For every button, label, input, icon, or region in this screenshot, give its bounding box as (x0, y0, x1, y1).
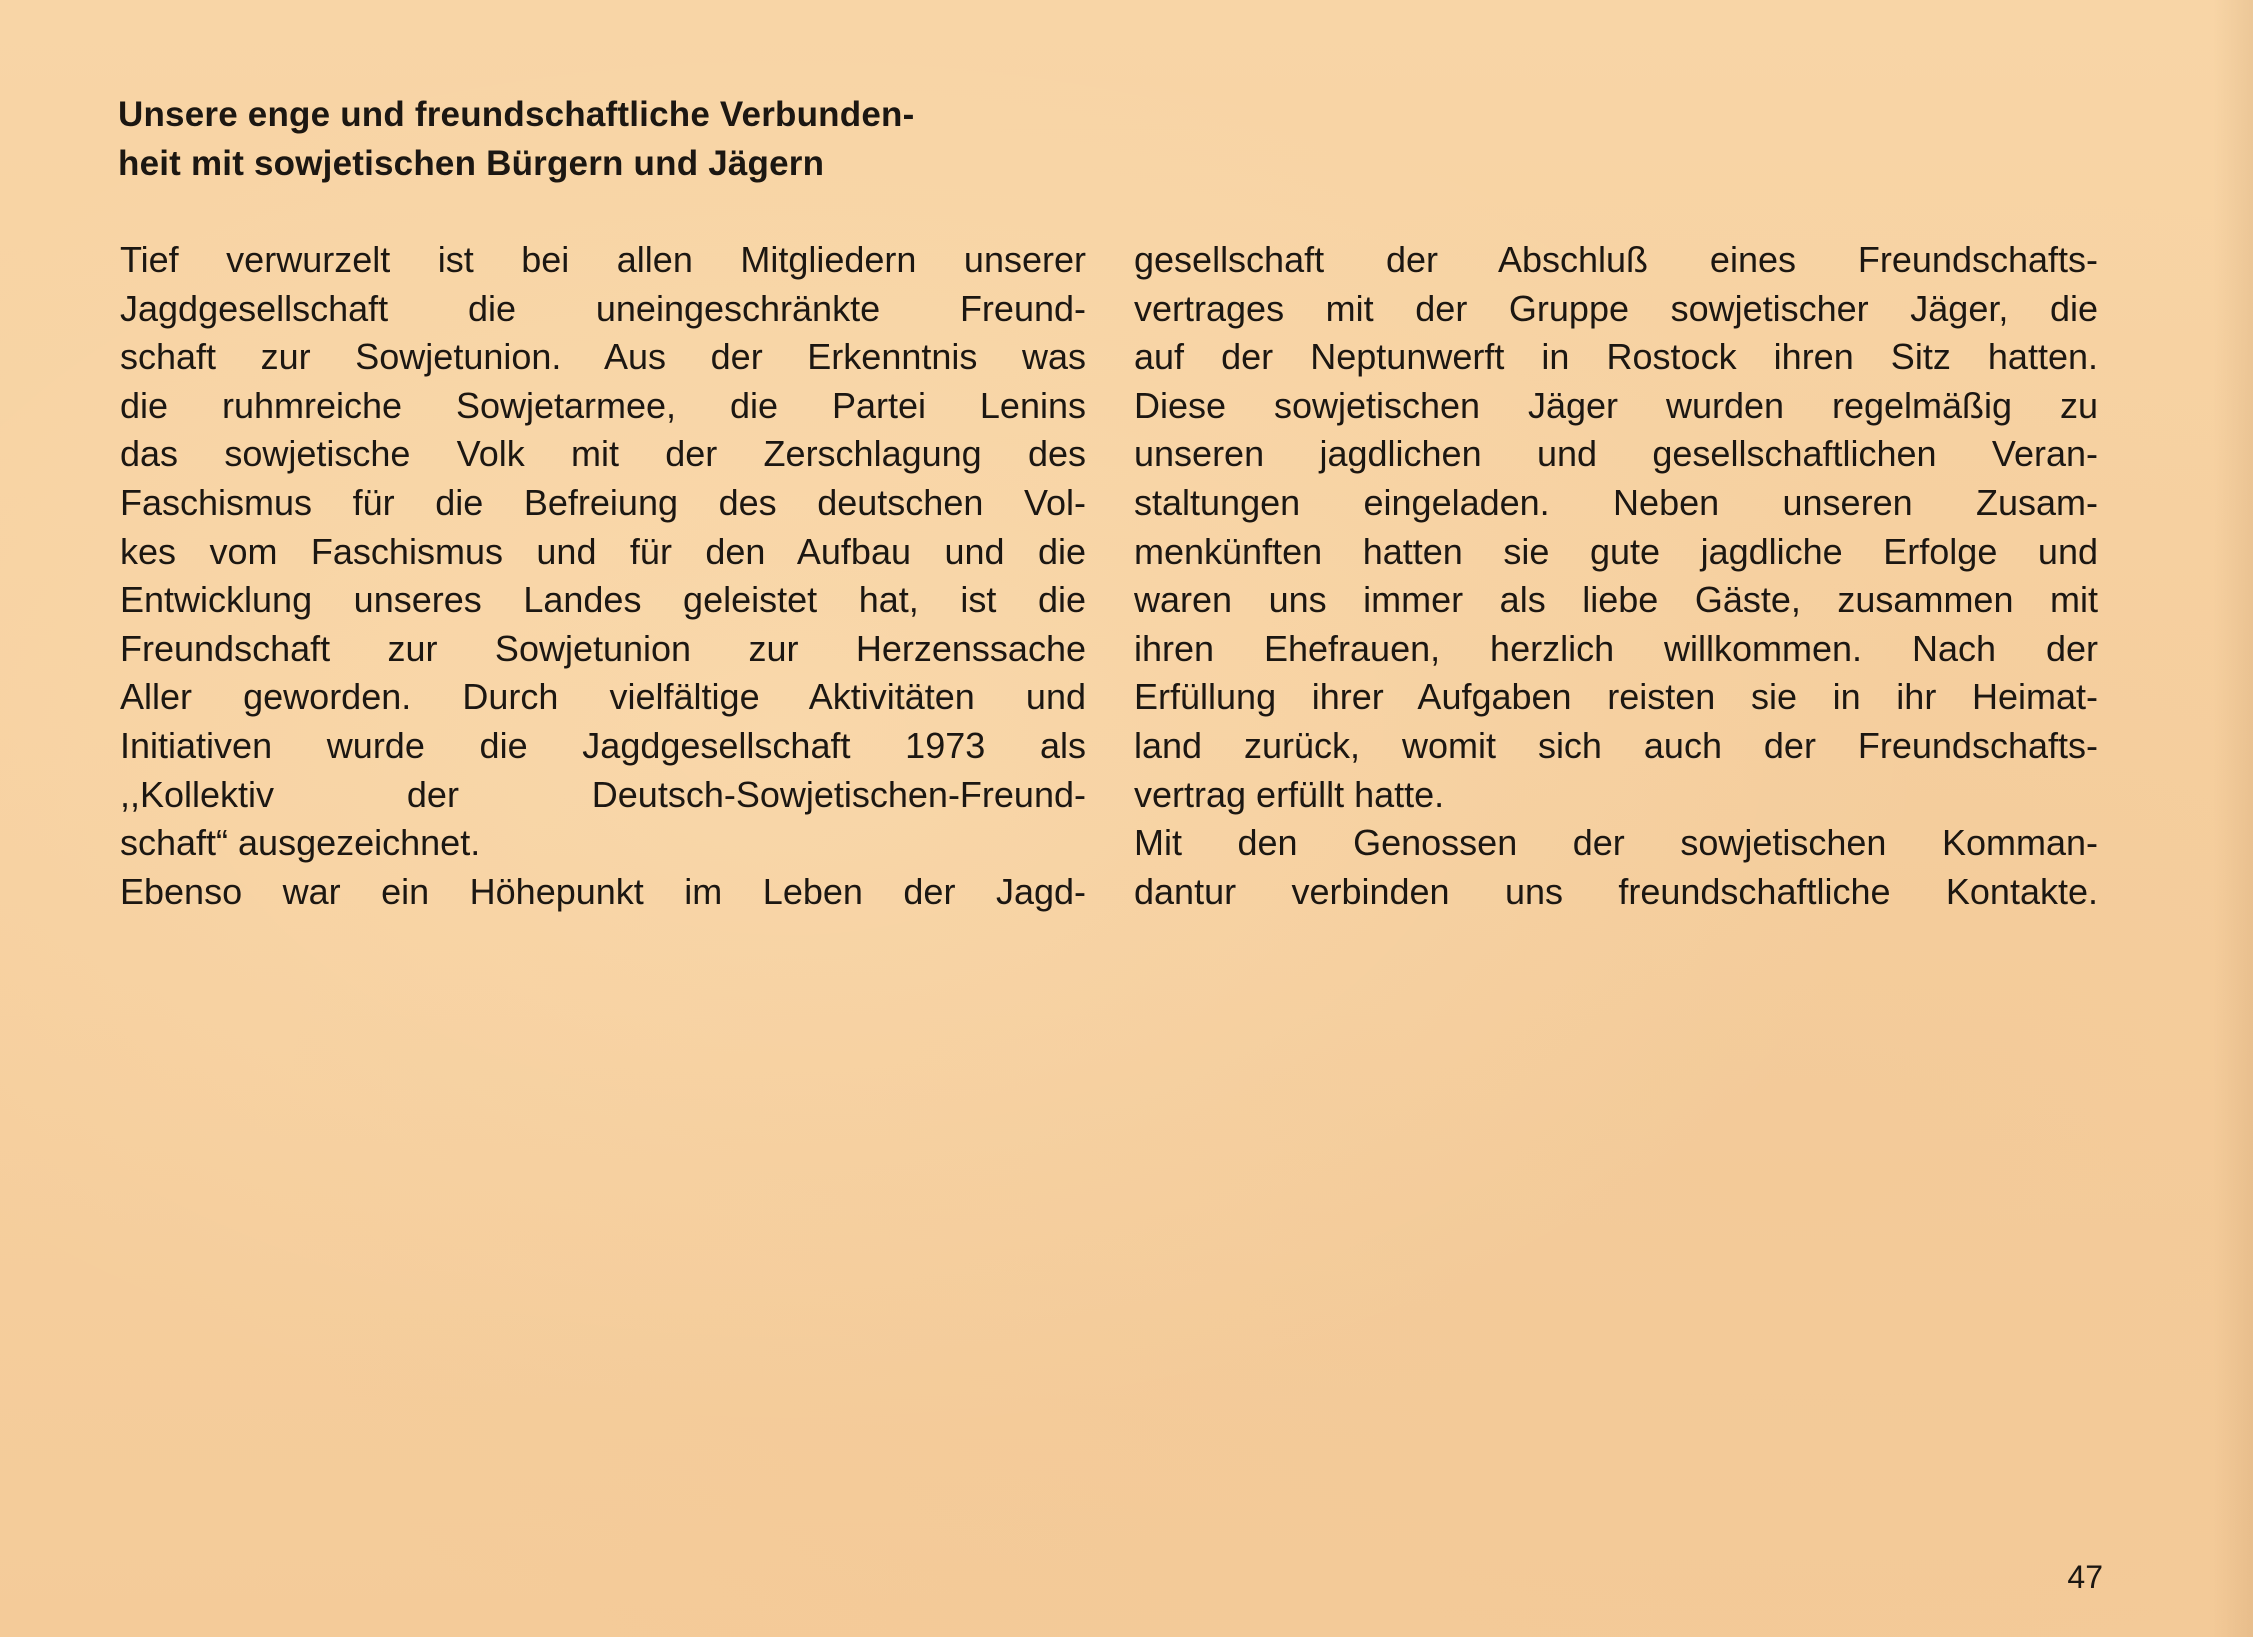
text-line: Freundschaft zur Sowjetunion zur Herzenssache (120, 627, 1086, 669)
text-line: Initiativen wurde die Jagdgesellschaft 1973 als (120, 724, 1086, 766)
text-line: ,,Kollektiv der Deutsch-Sowjetischen-Freund- (120, 773, 1086, 815)
text-line: vertrages mit der Gruppe sowjetischer Jäger, die (1134, 287, 2098, 329)
heading-line: heit mit sowjetischen Bürgern und Jägern (118, 144, 825, 183)
text-line: Ebenso war ein Höhepunkt im Leben der Jagd- (120, 870, 1086, 912)
text-line: menkünften hatten sie gute jagdliche Erfolge und (1134, 530, 2098, 572)
heading-line: Unsere enge und freundschaftliche Verbunden- (118, 95, 915, 134)
text-line: Mit den Genossen der sowjetischen Komman- (1134, 822, 2098, 864)
text-line: vertrag erfüllt hatte. (1134, 773, 1445, 815)
page-number: 47 (2067, 1559, 2103, 1595)
text-line: gesellschaft der Abschluß eines Freundschafts- (1134, 239, 2098, 280)
text-line: Diese sowjetischen Jäger wurden regelmäßig zu (1134, 384, 2098, 426)
text-line: das sowjetische Volk mit der Zerschlagung des (120, 433, 1086, 475)
text-line: unseren jagdlichen und gesellschaftlichen Veran- (1134, 433, 2098, 475)
right-text-column (1134, 236, 2098, 916)
text-line: Faschismus für die Befreiung des deutschen Vol- (120, 481, 1086, 523)
section-heading (118, 90, 1098, 188)
text-line: Entwicklung unseres Landes geleistet hat, ist die (120, 579, 1086, 621)
text-line: die ruhmreiche Sowjetarmee, die Partei Lenins (120, 384, 1086, 426)
text-line: Tief verwurzelt ist bei allen Mitgliedern unserer (120, 239, 1086, 280)
text-line: auf der Neptunwerft in Rostock ihren Sitz hatten. (1134, 336, 2098, 378)
text-line: Erfüllung ihrer Aufgaben reisten sie in ihr Heimat- (1134, 676, 2098, 718)
text-line: Aller geworden. Durch vielfältige Aktivitäten und (120, 676, 1086, 718)
text-line: schaft“ ausgezeichnet. (120, 822, 481, 864)
text-line: staltungen eingeladen. Neben unseren Zusam- (1134, 481, 2098, 523)
text-line: land zurück, womit sich auch der Freundschafts- (1134, 724, 2098, 766)
text-line: Jagdgesellschaft die uneingeschränkte Freund- (120, 287, 1086, 329)
text-line: waren uns immer als liebe Gäste, zusammen mit (1134, 579, 2098, 621)
text-line: schaft zur Sowjetunion. Aus der Erkenntnis was (120, 336, 1086, 378)
text-line: ihren Ehefrauen, herzlich willkommen. Nach der (1134, 627, 2098, 669)
text-line: dantur verbinden uns freundschaftliche Kontakte. (1134, 870, 2098, 912)
text-line: kes vom Faschismus und für den Aufbau und die (120, 530, 1086, 572)
left-text-column (120, 236, 1086, 916)
